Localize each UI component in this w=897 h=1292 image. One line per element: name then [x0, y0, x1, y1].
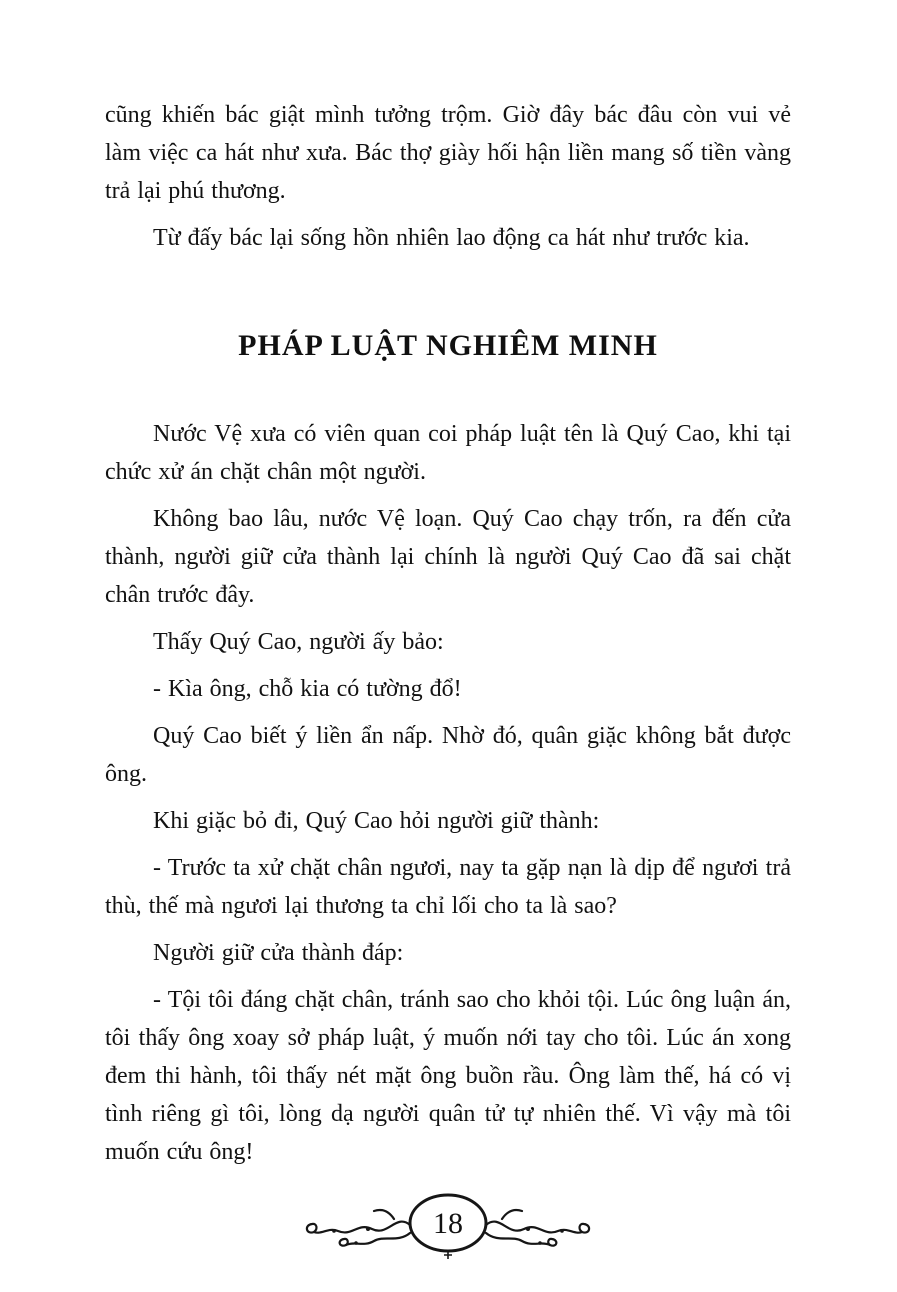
paragraph: Khi giặc bỏ đi, Quý Cao hỏi người giữ thành:: [153, 808, 600, 834]
page-number: 18: [433, 1207, 463, 1240]
dialogue-paragraph: - Kìa ông, chỗ kia có tường đổ!: [153, 676, 462, 702]
paragraph: Nước Vệ xưa có viên quan coi pháp luật tên là Quý Cao, khi tại chức xử án chặt chân một người.: [105, 421, 791, 485]
flourish-right-icon: [486, 1210, 589, 1246]
dialogue-paragraph: - Trước ta xử chặt chân ngươi, nay ta gặp nạn là dịp để ngươi trả thù, thế mà ngươi lại thương ta chỉ lối cho ta là sao?: [105, 855, 791, 919]
page-footer: [105, 1185, 791, 1269]
paragraph: Không bao lâu, nước Vệ loạn. Quý Cao chạy trốn, ra đến cửa thành, người giữ cửa thành lại chính là người Quý Cao đã sai chặt chân trước đây.: [105, 506, 791, 608]
paragraph: Quý Cao biết ý liền ẩn nấp. Nhờ đó, quân giặc không bắt được ông.: [105, 723, 791, 787]
paragraph: Thấy Quý Cao, người ấy bảo:: [153, 629, 444, 655]
paragraph: Từ đấy bác lại sống hồn nhiên lao động ca hát như trước kia.: [153, 225, 750, 251]
dialogue-paragraph: - Tội tôi đáng chặt chân, tránh sao cho khỏi tội. Lúc ông luận án, tôi thấy ông xoay sở pháp luật, ý muốn nới tay cho tôi. Lúc án xong đem thi hành, tôi thấy nét mặt ông buồn rầu. Ông làm thế, há có vị tình riêng gì tôi, lòng dạ người quân tử tự nhiên thế. Vì vậy mà tôi muốn cứu ông!: [105, 987, 791, 1165]
continuation-paragraph: cũng khiến bác giật mình tưởng trộm. Giờ đây bác đâu còn vui vẻ làm việc ca hát như xưa. Bác thợ giày hối hận liền mang số tiền vàng trả lại phú thương.: [105, 102, 791, 204]
paragraph: Người giữ cửa thành đáp:: [153, 940, 404, 966]
flourish-left-icon: [307, 1210, 410, 1246]
footer-ornament-icon: [298, 1185, 598, 1269]
story-heading: PHÁP LUẬT NGHIÊM MINH: [238, 329, 658, 362]
